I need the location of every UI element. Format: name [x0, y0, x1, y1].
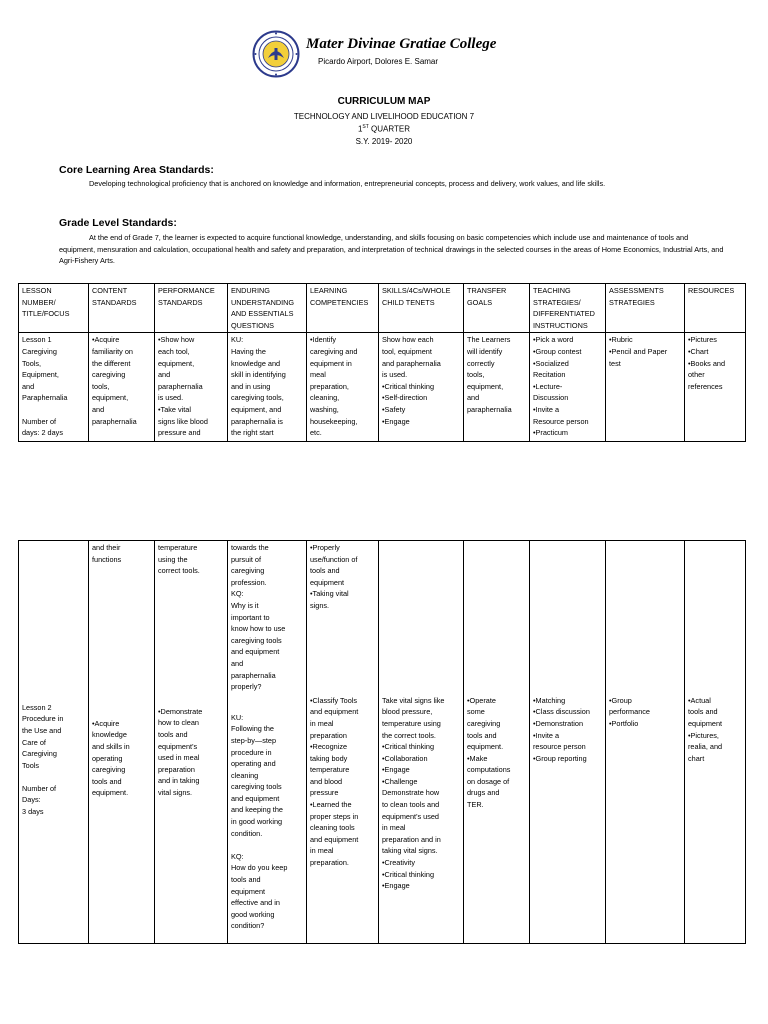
skills-cell: Show how each tool, equipment and paraphernalia is used. •Critical thinking •Self-direction •Safety •Engage — [379, 333, 464, 442]
header-lesson: LESSON NUMBER/ TITLE/FOCUS — [19, 284, 89, 333]
enduring-understanding-cell: KU: Having the knowledge and skill in identifying and in using caregiving tools, equipment, and paraphernalia is the right start — [228, 333, 307, 442]
table-row — [19, 694, 746, 944]
school-year: S.Y. 2019- 2020 — [355, 137, 413, 146]
table-header-row — [19, 284, 746, 333]
teaching-strategies-cell: •Pick a word •Group contest •Socialized Recitation •Lecture- Discussion •Invite a Resource person •Practicum — [530, 333, 606, 442]
grade-standards-heading: Grade Level Standards: — [59, 217, 177, 229]
curriculum-table-page2 — [18, 540, 746, 944]
lesson-cell — [19, 541, 89, 694]
curriculum-table-page1 — [18, 283, 746, 442]
header-teaching-strategies: TEACHING STRATEGIES/ DIFFERENTIATED INSTRUCTIONS — [530, 284, 606, 333]
transfer-goals-cell — [464, 541, 530, 694]
performance-standards-cell: •Demonstrate how to clean tools and equipment's used in meal preparation and in taking vital signs. — [155, 694, 228, 944]
lesson-cell: Lesson 1 Caregiving Tools, Equipment, and Paraphernalia Number of days: 2 days — [19, 333, 89, 442]
transfer-goals-cell: •Operate some caregiving tools and equipment. •Make computations on dosage of drugs and TER. — [464, 694, 530, 944]
core-standards-heading: Core Learning Area Standards: — [59, 164, 214, 176]
subject-title: TECHNOLOGY AND LIVELIHOOD EDUCATION 7 — [293, 112, 475, 121]
header-transfer-goals: TRANSFER GOALS — [464, 284, 530, 333]
learning-competencies-cell: •Properly use/function of tools and equipment •Taking vital signs. — [307, 541, 379, 694]
header-enduring-understanding: ENDURING UNDERSTANDING AND ESSENTIALS QUESTIONS — [228, 284, 307, 333]
skills-cell: Take vital signs like blood pressure, temperature using the correct tools. •Critical thinking •Collaboration •Engage •Challenge Demonstrate how to clean tools and equipment's used in meal preparation and in taking vital signs. •Creativity •Critical thinking •Engage — [379, 694, 464, 944]
content-standards-cell: •Acquire knowledge and skills in operating caregiving tools and equipment. — [89, 694, 155, 944]
assessments-cell: •Group performance •Portfolio — [606, 694, 685, 944]
header-performance-standards: PERFORMANCE STANDARDS — [155, 284, 228, 333]
learning-competencies-cell: •Identify caregiving and equipment in meal preparation, cleaning, washing, housekeeping, etc. — [307, 333, 379, 442]
assessments-cell — [606, 541, 685, 694]
teaching-strategies-cell — [530, 541, 606, 694]
resources-cell: •Actual tools and equipment •Pictures, realia, and chart — [685, 694, 746, 944]
core-standards-text: Developing technological proficiency that is anchored on knowledge and information, entrepreneurial concepts, process and delivery, work values, and life skills. — [89, 179, 606, 188]
performance-standards-cell: temperature using the correct tools. — [155, 541, 228, 694]
enduring-understanding-cell: towards the pursuit of caregiving profession. KQ: Why is it important to know how to use caregiving tools and equipment and paraphernalia properly? — [228, 541, 307, 694]
performance-standards-cell: •Show how each tool, equipment, and paraphernalia is used. •Take vital signs like blood pressure and — [155, 333, 228, 442]
table-row — [19, 541, 746, 694]
header-resources: RESOURCES — [685, 284, 746, 333]
table-row — [19, 333, 746, 442]
learning-competencies-cell: •Classify Tools and equipment in meal preparation •Recognize taking body temperature and blood pressure •Learned the proper steps in cleaning tools and equipment in meal preparation. — [307, 694, 379, 944]
grade-standards-text: At the end of Grade 7, the learner is expected to acquire functional knowledge, understanding, and skills focusing on basic competencies which include use and maintenance of tools and equipment, mensuration and calculation, occupational health and safety and preparation, and interpretation of technical drawings in the selected courses in the areas of Home Economics, Industrial Arts, and Agri-Fishery Arts. — [59, 233, 724, 265]
assessments-cell: •Rubric •Pencil and Paper test — [606, 333, 685, 442]
header-learning-competencies: LEARNING COMPETENCIES — [307, 284, 379, 333]
resources-cell: •Pictures •Chart •Books and other references — [685, 333, 746, 442]
header-assessments: ASSESSMENTS STRATEGIES — [606, 284, 685, 333]
enduring-understanding-cell: KU: Following the step-by—step procedure in operating and cleaning caregiving tools and equipment and keeping the in good working condition. KQ: How do you keep tools and equipment effective and in good working condition? — [228, 694, 307, 944]
resources-cell — [685, 541, 746, 694]
header-skills: SKILLS/4Cs/WHOLE CHILD TENETS — [379, 284, 464, 333]
teaching-strategies-cell: •Matching •Class discussion •Demonstration •Invite a resource person •Group reporting — [530, 694, 606, 944]
content-standards-cell: •Acquire familiarity on the different caregiving tools, equipment, and paraphernalia — [89, 333, 155, 442]
content-standards-cell: and their functions — [89, 541, 155, 694]
college-seal-icon — [252, 30, 300, 78]
transfer-goals-cell: The Learners will identify correctly tools, equipment, and paraphernalia — [464, 333, 530, 442]
document-title: CURRICULUM MAP — [337, 96, 431, 107]
college-name: Mater Divinae Gratiae College — [306, 36, 497, 52]
skills-cell — [379, 541, 464, 694]
header-content-standards: CONTENT STANDARDS — [89, 284, 155, 333]
lesson-cell: Lesson 2 Procedure in the Use and Care of Caregiving Tools Number of Days: 3 days — [19, 694, 89, 944]
quarter-label: 1ST QUARTER — [357, 124, 411, 134]
college-address: Picardo Airport, Dolores E. Samar — [318, 57, 439, 66]
